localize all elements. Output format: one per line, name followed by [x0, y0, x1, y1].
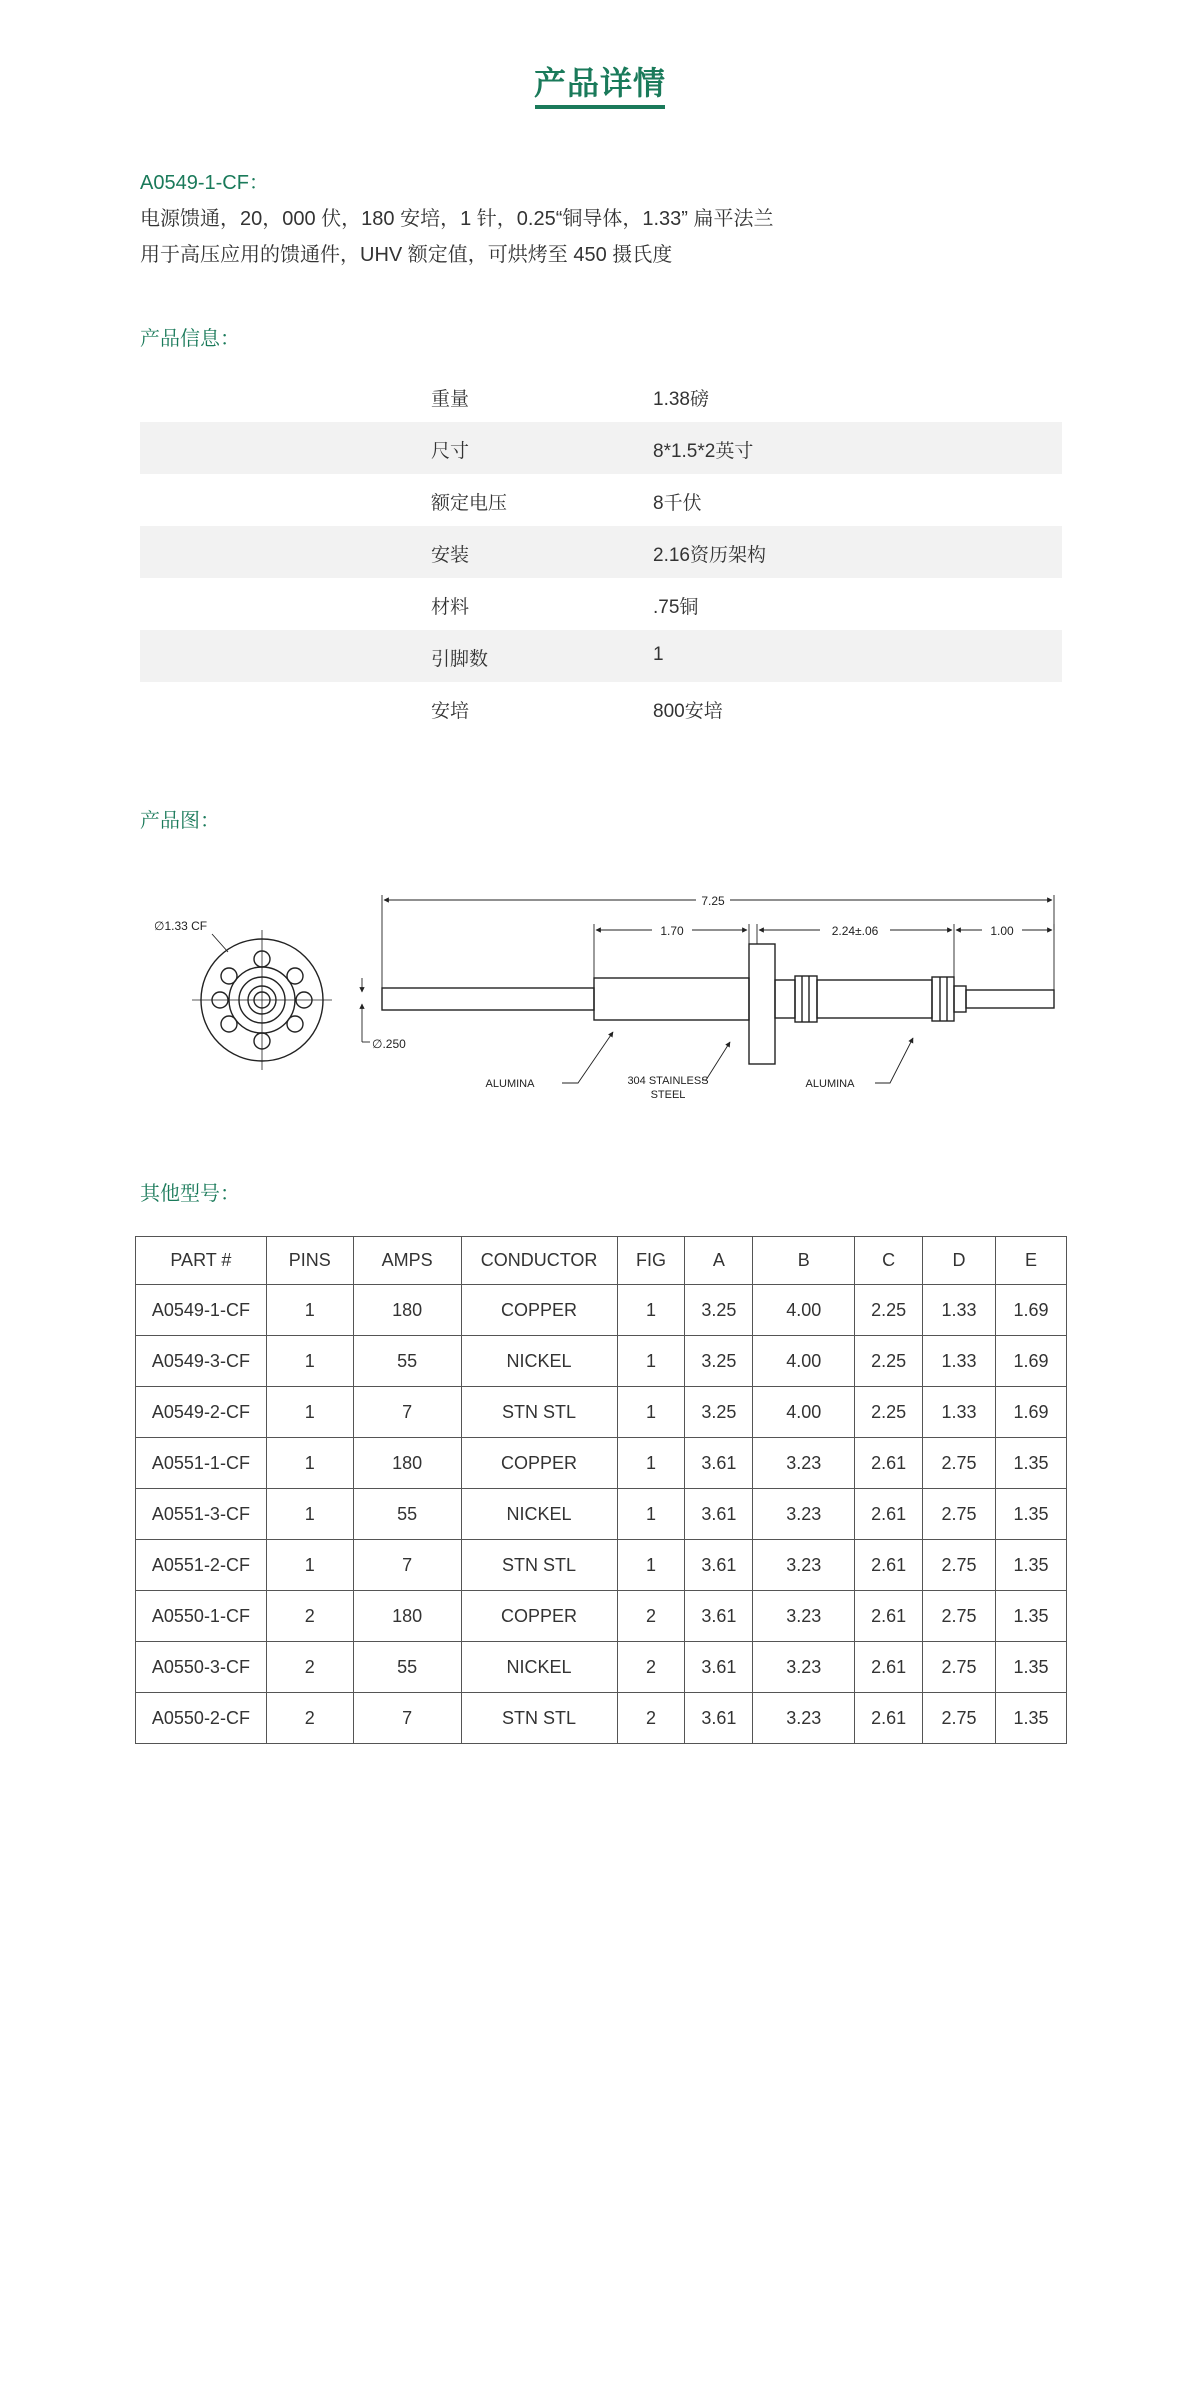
table-row [136, 1336, 1067, 1387]
info-label: 材料 [431, 597, 470, 618]
table-cell: STN STL [461, 1540, 617, 1591]
table-cell: 3.61 [685, 1540, 753, 1591]
alumina-left-label: ALUMINA [485, 1078, 535, 1090]
column-header: C [855, 1237, 923, 1285]
table-cell: 1 [617, 1336, 685, 1387]
table-cell: 2.61 [855, 1540, 923, 1591]
info-value: 800安培 [653, 701, 723, 722]
table-cell: 1 [266, 1285, 353, 1336]
table-cell: 1.69 [996, 1285, 1067, 1336]
table-row [136, 1591, 1067, 1642]
table-cell: 1.33 [923, 1285, 996, 1336]
feedthrough-side-view [382, 944, 1054, 1064]
models-header-row [136, 1237, 1067, 1285]
table-cell: 1 [266, 1489, 353, 1540]
dimension-a-label: 1.70 [660, 924, 684, 938]
table-cell: 2 [266, 1591, 353, 1642]
table-cell: 1.33 [923, 1387, 996, 1438]
table-row [136, 1438, 1067, 1489]
column-header: PINS [266, 1237, 353, 1285]
table-cell: 2.61 [855, 1693, 923, 1744]
table-cell: 3.61 [685, 1693, 753, 1744]
table-cell: 1 [266, 1336, 353, 1387]
table-cell: 180 [353, 1591, 461, 1642]
table-cell: 2.61 [855, 1489, 923, 1540]
info-label: 尺寸 [431, 441, 470, 462]
model-code: A0549-1-CF： [140, 172, 269, 194]
table-row [136, 1489, 1067, 1540]
table-cell: 3.25 [685, 1285, 753, 1336]
column-header: A [685, 1237, 753, 1285]
table-cell: 2.25 [855, 1336, 923, 1387]
info-value: 2.16资历架构 [653, 545, 766, 566]
table-cell: A0549-3-CF [136, 1336, 267, 1387]
table-cell: 2.61 [855, 1591, 923, 1642]
table-cell: 2 [617, 1642, 685, 1693]
info-row [140, 682, 1062, 734]
table-cell: 4.00 [753, 1387, 855, 1438]
product-description-line-2: 用于高压应用的馈通件，UHV 额定值，可烘烤至 450 摄氏度 [140, 244, 673, 266]
info-row [140, 526, 1062, 578]
table-cell: 3.23 [753, 1693, 855, 1744]
table-cell: A0550-3-CF [136, 1642, 267, 1693]
table-cell: A0550-1-CF [136, 1591, 267, 1642]
table-cell: 1 [617, 1438, 685, 1489]
table-cell: NICKEL [461, 1489, 617, 1540]
title-underline [535, 105, 665, 109]
info-row [140, 370, 1062, 422]
info-value: .75铜 [653, 597, 699, 618]
models-table [135, 1236, 1067, 1744]
info-value: 8千伏 [653, 493, 702, 514]
table-cell: 2.75 [923, 1540, 996, 1591]
table-cell: 1.69 [996, 1387, 1067, 1438]
table-cell: 2.25 [855, 1285, 923, 1336]
dimension-b-label: 2.24±.06 [831, 924, 879, 938]
column-header: B [753, 1237, 855, 1285]
table-cell: 2.75 [923, 1489, 996, 1540]
column-header: CONDUCTOR [461, 1237, 617, 1285]
table-cell: NICKEL [461, 1336, 617, 1387]
info-value: 1.38磅 [653, 389, 709, 410]
table-cell: STN STL [461, 1693, 617, 1744]
table-cell: 4.00 [753, 1336, 855, 1387]
shaft-diameter-dimension [362, 978, 370, 1042]
table-cell: A0551-3-CF [136, 1489, 267, 1540]
info-label: 安装 [431, 545, 470, 566]
table-cell: NICKEL [461, 1642, 617, 1693]
table-cell: 7 [353, 1387, 461, 1438]
column-header: AMPS [353, 1237, 461, 1285]
dimension-lines [382, 895, 1054, 1083]
info-label: 安培 [431, 701, 470, 722]
table-cell: COPPER [461, 1438, 617, 1489]
product-description-line-1: 电源馈通，20，000 伏，180 安培，1 针，0.25“铜导体，1.33” 扁平法兰 [140, 208, 774, 230]
table-cell: 1.35 [996, 1591, 1067, 1642]
table-cell: 3.25 [685, 1336, 753, 1387]
table-cell: A0550-2-CF [136, 1693, 267, 1744]
product-info-table [140, 370, 1062, 734]
table-cell: 3.61 [685, 1591, 753, 1642]
table-cell: 2 [266, 1642, 353, 1693]
column-header: D [923, 1237, 996, 1285]
table-cell: 3.61 [685, 1489, 753, 1540]
table-cell: 1 [266, 1387, 353, 1438]
table-cell: 2.25 [855, 1387, 923, 1438]
table-cell: 3.23 [753, 1591, 855, 1642]
table-cell: COPPER [461, 1591, 617, 1642]
table-cell: 1.33 [923, 1336, 996, 1387]
shaft-diameter-label: ∅.250 [372, 1037, 406, 1051]
table-cell: 1 [617, 1489, 685, 1540]
table-cell: 3.23 [753, 1642, 855, 1693]
figure-heading: 产品图： [140, 810, 220, 832]
table-cell: STN STL [461, 1387, 617, 1438]
info-row [140, 474, 1062, 526]
table-cell: 3.25 [685, 1387, 753, 1438]
table-cell: COPPER [461, 1285, 617, 1336]
alumina-right-label: ALUMINA [805, 1078, 855, 1090]
table-cell: 3.61 [685, 1438, 753, 1489]
table-cell: 180 [353, 1285, 461, 1336]
table-cell: 3.23 [753, 1489, 855, 1540]
table-cell: 3.23 [753, 1438, 855, 1489]
info-label: 额定电压 [431, 493, 508, 514]
table-cell: 1 [617, 1285, 685, 1336]
table-cell: 2 [617, 1591, 685, 1642]
table-row [136, 1285, 1067, 1336]
table-cell: 1 [266, 1540, 353, 1591]
table-row [136, 1642, 1067, 1693]
table-cell: 1 [617, 1540, 685, 1591]
steel-label-line-1: 304 STAINLESS [627, 1075, 709, 1087]
info-label: 重量 [431, 389, 470, 410]
info-row [140, 630, 1062, 682]
table-cell: 55 [353, 1336, 461, 1387]
models-heading: 其他型号： [140, 1183, 240, 1205]
table-cell: 4.00 [753, 1285, 855, 1336]
table-cell: A0551-2-CF [136, 1540, 267, 1591]
table-cell: 1.35 [996, 1642, 1067, 1693]
table-cell: 2.75 [923, 1438, 996, 1489]
info-row [140, 578, 1062, 630]
table-cell: 180 [353, 1438, 461, 1489]
info-heading: 产品信息： [140, 328, 240, 350]
info-row [140, 422, 1062, 474]
table-cell: 2.75 [923, 1591, 996, 1642]
table-cell: 2.61 [855, 1642, 923, 1693]
table-cell: 2.75 [923, 1693, 996, 1744]
table-cell: 7 [353, 1540, 461, 1591]
table-cell: 3.23 [753, 1540, 855, 1591]
overall-length-label: 7.25 [701, 894, 725, 908]
column-header: E [996, 1237, 1067, 1285]
table-cell: 1.35 [996, 1540, 1067, 1591]
flange-front-view [192, 930, 332, 1070]
table-cell: 3.61 [685, 1642, 753, 1693]
table-cell: 1.35 [996, 1438, 1067, 1489]
table-cell: 2.61 [855, 1438, 923, 1489]
column-header: PART # [136, 1237, 267, 1285]
table-cell: 1 [617, 1387, 685, 1438]
table-cell: 1.35 [996, 1693, 1067, 1744]
table-cell: 7 [353, 1693, 461, 1744]
column-header: FIG [617, 1237, 685, 1285]
table-cell: 1 [266, 1438, 353, 1489]
info-label: 引脚数 [431, 649, 489, 670]
table-cell: 2 [266, 1693, 353, 1744]
product-drawing [140, 870, 1060, 1100]
dimension-c-label: 1.00 [990, 924, 1014, 938]
table-cell: A0551-1-CF [136, 1438, 267, 1489]
table-row [136, 1387, 1067, 1438]
table-cell: 55 [353, 1489, 461, 1540]
info-value: 1 [653, 644, 664, 665]
table-cell: 2.75 [923, 1642, 996, 1693]
table-row [136, 1540, 1067, 1591]
table-cell: 1.69 [996, 1336, 1067, 1387]
table-cell: A0549-1-CF [136, 1285, 267, 1336]
table-cell: A0549-2-CF [136, 1387, 267, 1438]
table-cell: 1.35 [996, 1489, 1067, 1540]
table-row [136, 1693, 1067, 1744]
page-title: 产品详情 [533, 65, 666, 101]
flange-diameter-label: ∅1.33 CF [154, 919, 208, 933]
table-cell: 2 [617, 1693, 685, 1744]
steel-label-line-2: STEEL [650, 1089, 686, 1100]
info-value: 8*1.5*2英寸 [653, 441, 754, 462]
table-cell: 55 [353, 1642, 461, 1693]
